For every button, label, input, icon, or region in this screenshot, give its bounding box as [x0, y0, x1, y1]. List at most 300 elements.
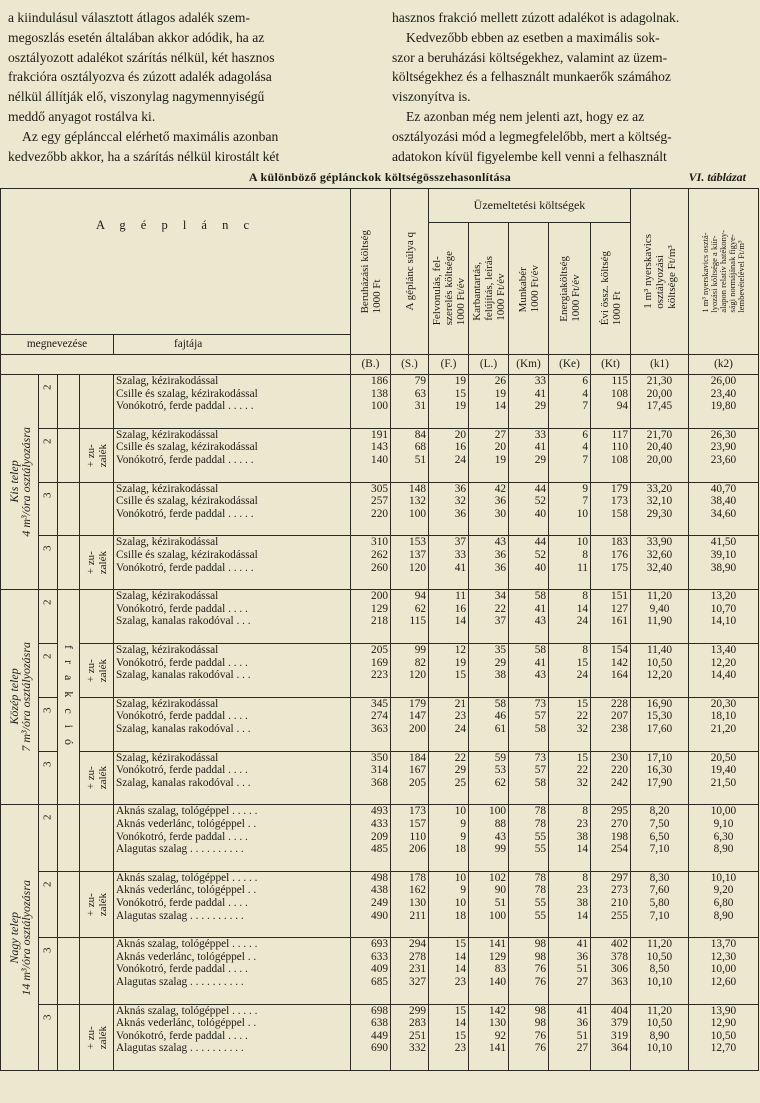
table-row-group: [1, 590, 759, 644]
value-column: [591, 1004, 631, 1070]
value-cell: 15: [454, 938, 466, 951]
value-cell: 378: [611, 950, 628, 963]
value-column: [689, 871, 759, 937]
value-cell: 24: [454, 722, 466, 735]
value-cell: 142: [611, 656, 628, 669]
value-cell: 206: [409, 843, 426, 856]
zuzalek-cell: [80, 482, 114, 536]
value-cell: 55: [534, 843, 546, 856]
value-cell: 43: [494, 536, 506, 549]
value-column: [631, 1004, 689, 1070]
value-column: [469, 751, 509, 805]
value-column: [631, 805, 689, 871]
value-cell: 132: [409, 495, 426, 508]
value-cell: 34,60: [710, 507, 737, 520]
table-row-group: [1, 751, 759, 805]
value-cell: 15: [454, 387, 466, 400]
machine-type: Szalag, kézirakodással: [116, 428, 219, 441]
machine-names: [114, 643, 351, 697]
value-column: [391, 751, 429, 805]
value-cell: 23: [454, 710, 466, 723]
value-cell: 205: [409, 776, 426, 789]
machine-type: Szalag, kézirakodással: [116, 697, 219, 710]
value-cell: 698: [371, 1004, 388, 1017]
value-column: [391, 938, 429, 1004]
value-cell: 88: [494, 817, 506, 830]
value-cell: 10,70: [710, 602, 737, 615]
value-cell: 157: [409, 817, 426, 830]
value-cell: 27: [576, 975, 588, 988]
right-text-column: [392, 8, 752, 166]
value-cell: 130: [409, 896, 426, 909]
machine-type: Vonókotró, ferde paddal . . . .: [116, 764, 248, 777]
value-cell: 254: [611, 843, 628, 856]
value-cell: 52: [534, 495, 546, 508]
table-row-group: [1, 805, 759, 871]
value-cell: 110: [611, 441, 628, 454]
machine-type: Aknás vederlánc, tológéppel . .: [116, 950, 257, 963]
value-cell: 231: [409, 963, 426, 976]
value-cell: 148: [409, 482, 426, 495]
value-cell: 76: [534, 963, 546, 976]
value-cell: 42: [494, 482, 506, 495]
value-column: [631, 697, 689, 751]
value-cell: 33: [454, 548, 466, 561]
header-geplanc: A g é p l á n c: [95, 218, 256, 232]
value-cell: 20,00: [646, 387, 673, 400]
text-line: osztályozott adalékot szárítás nélkül, két hasznos: [8, 49, 275, 65]
value-cell: 58: [534, 643, 546, 656]
zuzalek-label: + zu- zalék: [84, 551, 109, 575]
value-column: [509, 805, 549, 871]
zuzalek-label: + zu- zalék: [84, 443, 109, 467]
empty-cell: [58, 375, 80, 429]
value-cell: 12,20: [710, 656, 737, 669]
fraction-count-cell: [39, 643, 58, 697]
machine-type: Szalag, kanalas rakodóval . . .: [116, 776, 251, 789]
value-cell: 183: [611, 536, 628, 549]
value-cell: 40: [534, 507, 546, 520]
value-cell: 14: [576, 602, 588, 615]
value-cell: 283: [409, 1017, 426, 1030]
telep-cell: [1, 805, 39, 1071]
value-cell: 20,30: [710, 697, 737, 710]
value-column: [391, 1004, 429, 1070]
value-cell: 22: [494, 602, 506, 615]
value-cell: 306: [611, 963, 628, 976]
value-cell: 449: [371, 1029, 388, 1042]
value-cell: 15,30: [646, 710, 673, 723]
value-cell: 51: [576, 963, 588, 976]
value-column: [351, 697, 391, 751]
value-column: [689, 643, 759, 697]
value-cell: 186: [371, 375, 388, 387]
value-column: [351, 1004, 391, 1070]
value-column: [591, 643, 631, 697]
value-column: [351, 590, 391, 644]
machine-type: Szalag, kézirakodással: [116, 751, 219, 764]
header-evi: Évi össz. költség 1000 Ft: [598, 251, 623, 326]
value-column: [469, 1004, 509, 1070]
value-cell: 198: [611, 830, 628, 843]
value-cell: 36: [494, 495, 506, 508]
value-cell: 36: [576, 1017, 588, 1030]
value-cell: 21,70: [646, 428, 673, 441]
table-row-group: [1, 428, 759, 482]
value-column: [591, 590, 631, 644]
value-cell: 11,20: [647, 938, 672, 951]
value-cell: 6: [582, 375, 588, 387]
value-cell: 141: [489, 938, 506, 951]
empty-cell: [58, 482, 80, 536]
value-column: [549, 536, 591, 590]
value-column: [509, 536, 549, 590]
value-cell: 34: [494, 590, 506, 603]
value-cell: 9: [460, 884, 466, 897]
value-cell: 55: [534, 896, 546, 909]
value-cell: 10,00: [710, 963, 737, 976]
value-cell: 38: [576, 830, 588, 843]
value-cell: 184: [409, 751, 426, 764]
left-text-column: [8, 8, 372, 166]
value-cell: 251: [409, 1029, 426, 1042]
value-column: [351, 428, 391, 482]
value-column: [469, 482, 509, 536]
machine-names: [114, 697, 351, 751]
value-cell: 178: [409, 871, 426, 884]
value-cell: 63: [414, 387, 426, 400]
value-cell: 35: [494, 643, 506, 656]
machine-names: [114, 482, 351, 536]
machine-names: [114, 1004, 351, 1070]
text-line: költségekhez és a felhasznált munkaerők számához: [392, 69, 671, 85]
value-cell: 179: [409, 697, 426, 710]
value-cell: 23: [454, 975, 466, 988]
value-column: [549, 938, 591, 1004]
zuzalek-cell: [80, 751, 114, 805]
value-cell: 57: [534, 764, 546, 777]
machine-names: [114, 805, 351, 871]
value-cell: 404: [611, 1004, 628, 1017]
value-column: [591, 751, 631, 805]
value-cell: 40,70: [710, 482, 737, 495]
value-column: [391, 643, 429, 697]
value-column: [509, 375, 549, 429]
telep-cell: [1, 590, 39, 805]
header-uzemeltetesi: Üzemeltetési költségek: [429, 189, 631, 223]
value-cell: 10: [454, 896, 466, 909]
value-cell: 23: [454, 1042, 466, 1055]
value-cell: 402: [611, 938, 628, 951]
value-cell: 29: [494, 656, 506, 669]
value-cell: 22: [454, 751, 466, 764]
value-cell: 270: [611, 817, 628, 830]
value-cell: 38: [576, 896, 588, 909]
value-cell: 17,60: [646, 722, 673, 735]
value-cell: 30: [494, 507, 506, 520]
value-cell: 51: [494, 896, 506, 909]
value-cell: 14: [454, 950, 466, 963]
value-cell: 7: [582, 495, 588, 508]
table-row-group: [1, 871, 759, 937]
zuzalek-cell: [80, 1004, 114, 1070]
machine-type: Aknás szalag, tológéppel . . . . .: [116, 1004, 258, 1017]
machine-type: Alagutas szalag . . . . . . . . . .: [116, 909, 244, 922]
value-cell: 379: [611, 1017, 628, 1030]
value-cell: 6,30: [713, 830, 734, 843]
value-column: [391, 871, 429, 937]
value-cell: 33,90: [646, 536, 673, 549]
value-cell: 9: [460, 830, 466, 843]
value-cell: 260: [371, 561, 388, 574]
value-cell: 173: [409, 805, 426, 818]
fraction-count: 2: [41, 881, 54, 887]
header-megnevezese: megnevezése: [1, 335, 114, 355]
value-column: [689, 482, 759, 536]
value-cell: 79: [414, 375, 426, 387]
zuzalek-cell: [80, 643, 114, 697]
value-cell: 20,40: [646, 441, 673, 454]
value-cell: 140: [371, 453, 388, 466]
machine-type: Aknás vederlánc, tológéppel . .: [116, 817, 257, 830]
value-cell: 29: [534, 453, 546, 466]
value-cell: 41: [534, 441, 546, 454]
value-cell: 693: [371, 938, 388, 951]
fraction-count: 2: [41, 384, 54, 391]
machine-type: Vonókotró, ferde paddal . . . .: [116, 963, 248, 976]
value-column: [469, 375, 509, 429]
value-cell: 6,80: [713, 896, 734, 909]
table-row-group: [1, 375, 759, 429]
value-cell: 4: [582, 441, 588, 454]
value-cell: 27: [576, 1042, 588, 1055]
value-cell: 99: [414, 643, 426, 656]
value-cell: 147: [409, 710, 426, 723]
value-cell: 211: [409, 909, 426, 922]
header-abbr: (k1): [631, 355, 689, 375]
value-cell: 24: [454, 453, 466, 466]
value-column: [429, 1004, 469, 1070]
value-cell: 20: [494, 441, 506, 454]
value-cell: 685: [371, 975, 388, 988]
value-cell: 12,60: [710, 975, 737, 988]
value-cell: 38,90: [710, 561, 737, 574]
value-column: [631, 482, 689, 536]
value-cell: 100: [371, 400, 388, 413]
value-cell: 255: [611, 909, 628, 922]
value-cell: 61: [494, 722, 506, 735]
machine-type: Aknás szalag, tológéppel . . . . .: [116, 871, 258, 884]
value-cell: 20,50: [710, 751, 737, 764]
text-line: frakcióra osztályozva és zúzott adalék adagolása: [8, 69, 272, 85]
table-number: VI. táblázat: [688, 170, 746, 184]
value-cell: 78: [534, 805, 546, 818]
value-cell: 273: [611, 884, 628, 897]
value-cell: 141: [489, 1042, 506, 1055]
value-cell: 115: [611, 375, 628, 387]
telep-label: Kis telep 4 m³/óra osztályozásra: [6, 427, 33, 537]
text-line: a kiindulásul választott átlagos adalék szem-: [8, 10, 250, 25]
machine-type: Csille és szalag, kézirakodással: [116, 441, 258, 454]
value-cell: 14: [576, 909, 588, 922]
text-line: hasznos frakció mellett zúzott adalékot is adagolnak.: [392, 10, 680, 25]
value-cell: 41,50: [710, 536, 737, 549]
value-column: [509, 590, 549, 644]
machine-type: Vonókotró, ferde paddal . . . .: [116, 830, 248, 843]
fraction-count-cell: [39, 938, 58, 1004]
text-line: kedvezőbb akkor, ha a szárítás nélkül kirostált két: [8, 148, 280, 164]
value-cell: 209: [371, 830, 388, 843]
value-cell: 78: [534, 871, 546, 884]
value-cell: 10: [454, 871, 466, 884]
value-cell: 140: [489, 975, 506, 988]
value-cell: 485: [371, 843, 388, 856]
value-cell: 19,40: [710, 764, 737, 777]
value-column: [631, 938, 689, 1004]
value-column: [591, 938, 631, 1004]
empty-cell: [58, 1004, 80, 1070]
machine-type: Vonókotró, ferde paddal . . . .: [116, 1029, 248, 1042]
value-cell: 100: [489, 805, 506, 818]
value-cell: 13,20: [710, 590, 737, 603]
value-cell: 22: [576, 764, 588, 777]
value-column: [631, 375, 689, 429]
value-cell: 223: [371, 669, 388, 682]
value-cell: 44: [534, 536, 546, 549]
value-cell: 305: [371, 482, 388, 495]
value-cell: 51: [576, 1029, 588, 1042]
value-cell: 117: [611, 428, 628, 441]
value-cell: 37: [454, 536, 466, 549]
value-cell: 161: [611, 615, 628, 628]
fraction-count-cell: [39, 805, 58, 871]
value-cell: 200: [371, 590, 388, 603]
value-cell: 167: [409, 764, 426, 777]
value-cell: 10,50: [646, 1017, 673, 1030]
value-column: [631, 590, 689, 644]
value-column: [351, 751, 391, 805]
value-cell: 310: [371, 536, 388, 549]
value-cell: 8,90: [649, 1029, 670, 1042]
machine-type: Szalag, kézirakodással: [116, 643, 219, 656]
value-cell: 26,00: [710, 375, 737, 387]
value-cell: 345: [371, 697, 388, 710]
value-cell: 129: [489, 950, 506, 963]
value-cell: 218: [371, 615, 388, 628]
empty-cell: [58, 428, 80, 482]
zuzalek-label: + zu- zalék: [84, 892, 109, 917]
header-energia: Energiaköltség 1000 Ft/év: [557, 255, 582, 322]
value-cell: 11,20: [647, 590, 672, 603]
fraction-count: 3: [41, 947, 54, 954]
value-column: [469, 428, 509, 482]
value-cell: 220: [371, 507, 388, 520]
value-cell: 94: [616, 400, 628, 413]
value-cell: 314: [371, 764, 388, 777]
machine-type: Vonókotró, ferde paddal . . . .: [116, 656, 248, 669]
value-column: [591, 536, 631, 590]
value-column: [689, 805, 759, 871]
header-abbr: (Kt): [591, 355, 631, 375]
value-cell: 15: [454, 669, 466, 682]
value-cell: 21: [454, 697, 466, 710]
table-row-group: [1, 1004, 759, 1070]
value-column: [689, 590, 759, 644]
value-cell: 11,40: [647, 643, 672, 656]
machine-type: Szalag, kanalas rakodóval . . .: [116, 669, 251, 682]
value-cell: 22: [576, 710, 588, 723]
value-column: [429, 643, 469, 697]
header-suly: A géplánc súlya q: [403, 232, 416, 311]
value-cell: 274: [371, 710, 388, 723]
table-row-group: [1, 482, 759, 536]
value-cell: 98: [534, 950, 546, 963]
value-column: [549, 375, 591, 429]
value-column: [689, 536, 759, 590]
value-column: [391, 375, 429, 429]
text-line: Az egy géplánccal elérhető maximális azonban: [22, 128, 279, 144]
value-cell: 12,20: [646, 669, 673, 682]
value-cell: 120: [409, 561, 426, 574]
value-cell: 40: [534, 561, 546, 574]
value-cell: 32: [576, 776, 588, 789]
table-row-group: [1, 697, 759, 751]
value-cell: 137: [409, 548, 426, 561]
value-column: [591, 697, 631, 751]
telep-label: Közép telep 7 m³/óra osztályozásra: [6, 642, 33, 753]
value-column: [469, 805, 509, 871]
value-cell: 120: [409, 669, 426, 682]
value-cell: 364: [611, 1042, 628, 1055]
value-cell: 82: [414, 656, 426, 669]
machine-names: [114, 428, 351, 482]
text-line: viszonyítva is.: [392, 89, 471, 105]
value-cell: 16: [454, 441, 466, 454]
value-cell: 7,50: [649, 817, 670, 830]
value-cell: 33,20: [646, 482, 673, 495]
value-cell: 4: [582, 387, 588, 400]
fraction-count-cell: [39, 751, 58, 805]
value-cell: 153: [409, 536, 426, 549]
value-cell: 23: [576, 817, 588, 830]
value-cell: 19: [494, 387, 506, 400]
machine-names: [114, 590, 351, 644]
value-cell: 8,90: [713, 843, 734, 856]
value-cell: 33: [534, 428, 546, 441]
value-cell: 37: [494, 615, 506, 628]
value-cell: 8: [582, 548, 588, 561]
frakcio-label: f r a k c i ó: [61, 645, 76, 750]
header-munkaber: Munkabér 1000 Ft/év: [516, 264, 541, 313]
value-cell: 249: [371, 896, 388, 909]
machine-type: Aknás szalag, tológéppel . . . . .: [116, 938, 258, 951]
value-column: [509, 1004, 549, 1070]
value-column: [391, 590, 429, 644]
value-cell: 8: [582, 590, 588, 603]
cost-comparison-table: [0, 188, 759, 1071]
value-column: [549, 428, 591, 482]
value-cell: 25: [454, 776, 466, 789]
value-cell: 32,40: [646, 561, 673, 574]
value-cell: 26: [494, 375, 506, 387]
value-cell: 18,10: [710, 710, 737, 723]
value-cell: 200: [409, 722, 426, 735]
machine-type: Vonókotró, ferde paddal . . . .: [116, 710, 248, 723]
value-cell: 638: [371, 1017, 388, 1030]
value-cell: 409: [371, 963, 388, 976]
empty-cell: [58, 805, 80, 871]
value-cell: 110: [409, 830, 426, 843]
